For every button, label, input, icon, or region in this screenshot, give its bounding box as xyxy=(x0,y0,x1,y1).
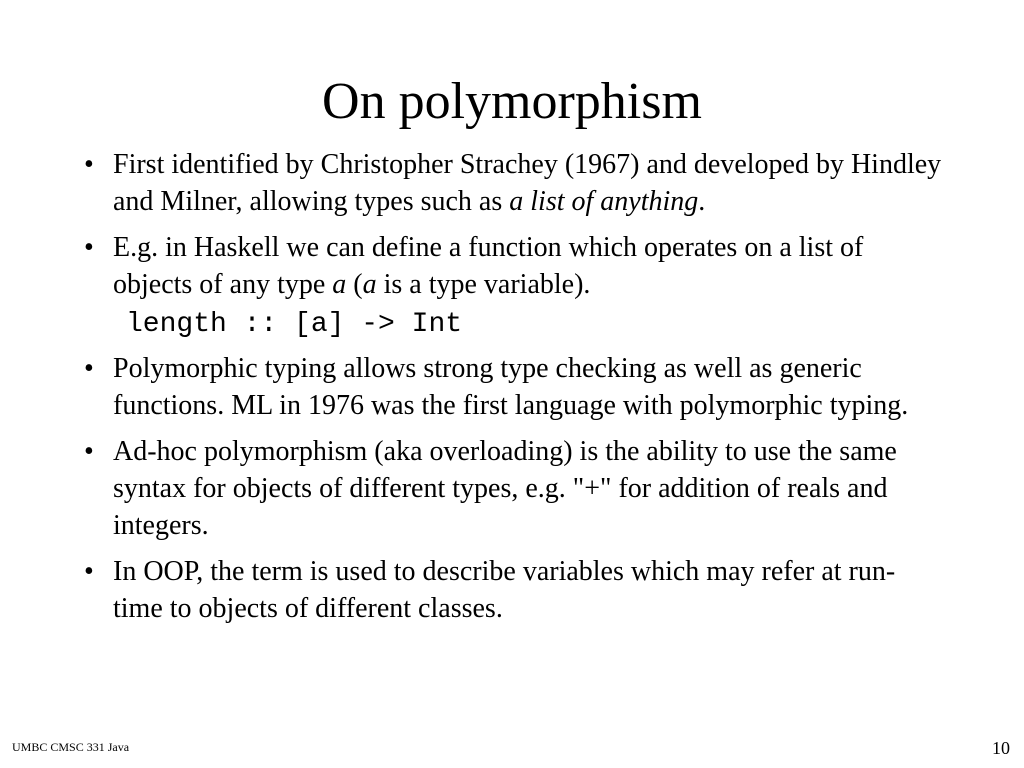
bullet-text: In OOP, the term is used to describe variables which may refer at run-time to objects of different classes. xyxy=(113,556,896,624)
page-number: 10 xyxy=(992,738,1010,758)
bullet-text: E.g. in Haskell we can define a function which operates on a list of objects of any type xyxy=(113,232,864,300)
bullet-item xyxy=(84,146,944,220)
bullet-dot-icon: • xyxy=(84,436,94,467)
bullet-dot-icon: • xyxy=(84,232,94,263)
bullet-text: Polymorphic typing allows strong type checking as well as generic functions. ML in 1976 was the first language with polymorphic typing. xyxy=(113,353,909,421)
type-variable-text: a xyxy=(362,269,377,300)
bullet-text: ( xyxy=(346,269,363,300)
bullet-text: . xyxy=(698,186,706,217)
bullet-item xyxy=(84,433,944,544)
bullet-text: Ad-hoc polymorphism (aka overloading) is the ability to use the same syntax for objects of different types, e.g. "+" for addition of reals and integers. xyxy=(113,436,897,541)
bullet-list xyxy=(84,146,944,636)
bullet-text: First identified by Christopher Strachey (1967) and developed by Hindley and Milner, allowing types such as xyxy=(113,149,942,217)
bullet-text: is a type variable). xyxy=(376,269,591,300)
bullet-dot-icon: • xyxy=(84,556,94,587)
type-variable-text: a xyxy=(332,269,347,300)
bullet-dot-icon: • xyxy=(84,149,94,180)
code-example: length :: [a] -> Int xyxy=(126,309,463,340)
bullet-item xyxy=(84,553,944,627)
footer-course-label: UMBC CMSC 331 Java xyxy=(12,740,130,754)
slide-title: On polymorphism xyxy=(322,73,702,130)
bullet-item xyxy=(84,350,944,424)
bullet-item xyxy=(84,229,944,303)
emphasis-text: a list of anything xyxy=(509,186,699,217)
bullet-dot-icon: • xyxy=(84,353,94,384)
